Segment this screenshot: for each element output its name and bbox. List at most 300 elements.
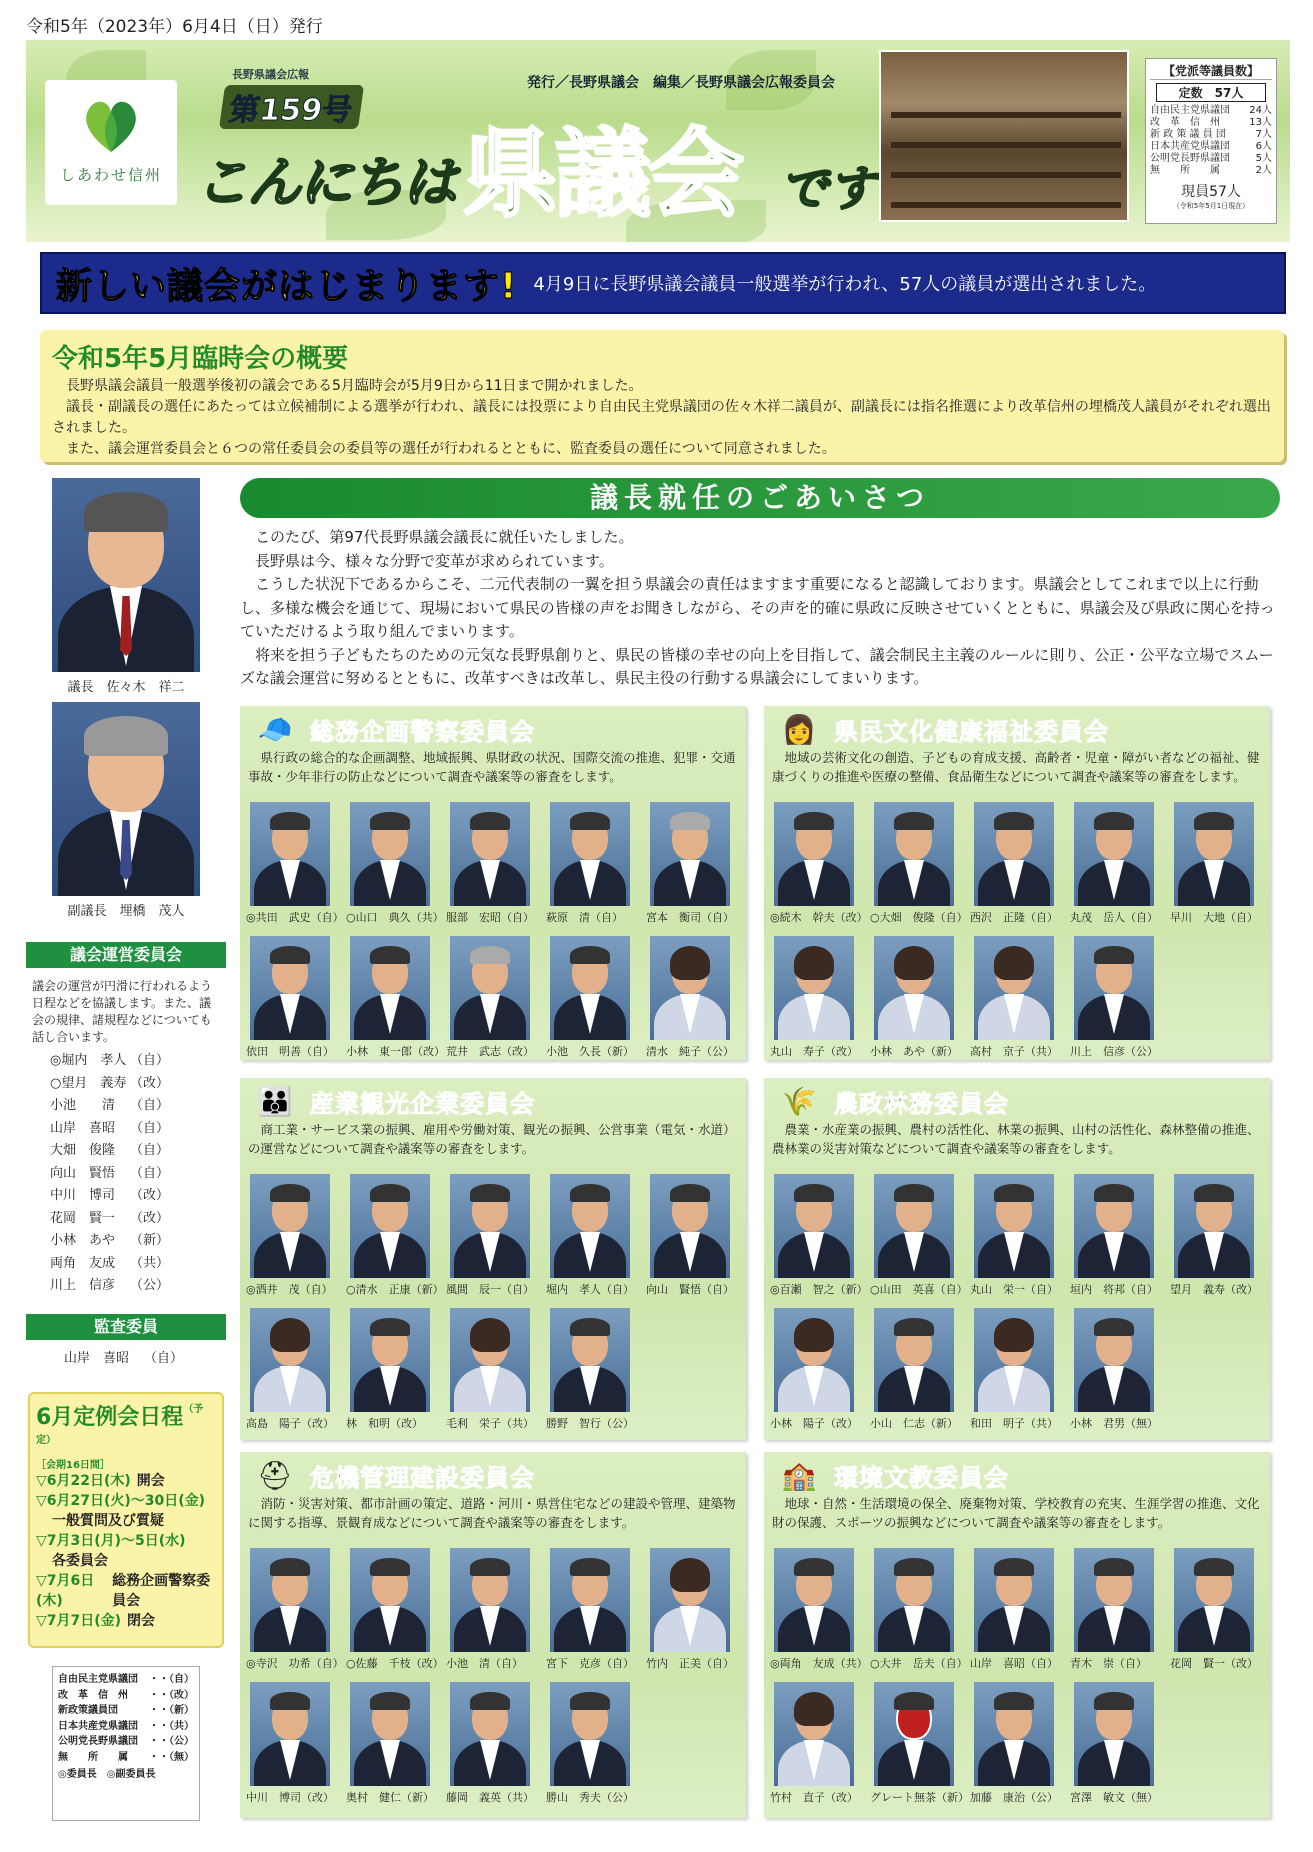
member-photo xyxy=(874,1682,954,1786)
member-name: 和田 明子（共） xyxy=(970,1417,1058,1430)
member-card xyxy=(646,802,742,932)
member-card xyxy=(870,936,966,1060)
committee-box xyxy=(240,1452,746,1818)
legend-row xyxy=(58,1688,194,1704)
member-photo xyxy=(874,802,954,906)
member-name: 服部 宏昭（自） xyxy=(446,911,534,924)
publisher-line: 発行／長野県議会 編集／長野県議会広報委員会 xyxy=(527,75,835,91)
committee-box xyxy=(764,706,1270,1060)
member-name: 依田 明善（自） xyxy=(246,1045,334,1058)
member-party: （自） xyxy=(130,1053,170,1068)
member-photo xyxy=(350,1548,430,1652)
party-name: 日本共産党県議団 xyxy=(1150,141,1230,152)
greeting-title: 議長就任のごあいさつ xyxy=(240,478,1280,518)
member-card xyxy=(546,1682,642,1812)
auditor-title: 監査委員 xyxy=(26,1314,226,1340)
committee-box xyxy=(240,1078,746,1440)
committee-box xyxy=(764,1078,1270,1440)
member-name: 両角 友成 xyxy=(50,1255,116,1271)
member-name: 川上 信彦 xyxy=(50,1278,116,1293)
member-name: 丸山 寿子（改） xyxy=(770,1045,858,1058)
party-name: 無 所 属 xyxy=(1150,165,1220,176)
member-card xyxy=(870,802,966,932)
party-name: 改 革 信 州 xyxy=(1150,117,1220,128)
helmet-icon: ⛑ xyxy=(257,1459,293,1492)
member-card xyxy=(770,802,866,932)
schedule-event: 一般質問及び質疑 xyxy=(52,1513,164,1529)
member-name: 花岡 賢一 xyxy=(50,1210,116,1226)
member-name: 荒井 武志（改） xyxy=(446,1045,534,1058)
member-photo xyxy=(250,1682,330,1786)
member-card xyxy=(446,1308,542,1438)
headline-sub: 4月9日に長野県議会議員一般選挙が行われ、57人の議員が選出されました。 xyxy=(533,274,1157,295)
member-photo xyxy=(874,1548,954,1652)
member-name: 堀内 孝人（自） xyxy=(546,1283,634,1296)
assembly-hall-photo xyxy=(879,50,1129,222)
legend-note: ◎委員長 ◎副委員長 xyxy=(58,1769,156,1780)
member-photo xyxy=(874,1308,954,1412)
member-name: 林 和明（改） xyxy=(346,1417,423,1430)
legend-row xyxy=(58,1703,194,1719)
member-card xyxy=(1070,1548,1166,1678)
member-card xyxy=(246,1308,342,1438)
nurse-icon: 👩 xyxy=(781,713,817,746)
member-photo xyxy=(550,936,630,1040)
party-abbreviation-legend xyxy=(52,1666,200,1821)
member-card xyxy=(346,1174,442,1304)
overview-title: 令和5年5月臨時会の概要 xyxy=(52,344,349,374)
member-card xyxy=(1070,1308,1166,1438)
member-card xyxy=(770,1174,866,1304)
member-card xyxy=(1070,1174,1166,1304)
overview-paragraph: また、議会運営委員会と６つの常任委員会の委員等の選任が行われるとともに、監査委員の選任について同意されました。 xyxy=(66,441,836,457)
vice-chair-photo xyxy=(52,702,200,896)
overview-body xyxy=(52,376,1272,460)
member-name: 宮下 克彦（自） xyxy=(546,1657,634,1670)
member-name: 丸茂 岳人（自） xyxy=(1070,911,1158,924)
member-name: 中川 博司 xyxy=(50,1188,116,1203)
legend-party: 日本共産党県議団 xyxy=(58,1720,138,1732)
member-card xyxy=(870,1174,966,1304)
party-count: 13人 xyxy=(1249,117,1272,128)
member-photo xyxy=(874,936,954,1040)
member-name: 西沢 正隆（自） xyxy=(970,911,1058,924)
schedule-row xyxy=(36,1571,216,1611)
member-photo xyxy=(974,802,1054,906)
school-icon: 🏫 xyxy=(781,1459,817,1492)
rice-icon: 🌾 xyxy=(781,1085,817,1118)
member-photo xyxy=(1174,1174,1254,1278)
committee-desc: 農業・水産業の振興、農村の活性化、林業の振興、山村の活性化、森林整備の推進、農林業の災害対策などについて調査や議案等の審査をします。 xyxy=(772,1122,1260,1156)
member-name: 宮澤 敏文（無） xyxy=(1070,1791,1158,1804)
schedule-date: ▽6月22日(木) xyxy=(36,1473,131,1489)
member-photo xyxy=(974,1682,1054,1786)
member-card xyxy=(546,1174,642,1304)
schedule-date: ▽6月27日(火)〜30日(金) xyxy=(36,1493,206,1509)
greeting-paragraph: こうした状況下であるからこそ、二元代表制の一翼を担う県議会の責任はますます重要になると認識しております。県議会としてこれまで以上に行動し、多様な機会を通じて、現場において県民の皆様の声をお聞きしながら、その声を的確に県政に反映させていくとともに、県議会及び県政に関心を持っていただけるよう取り組んでまいります。 xyxy=(240,575,1275,640)
member-photo xyxy=(550,1548,630,1652)
vice-chair-caption: 副議長 埋橋 茂人 xyxy=(67,904,185,919)
steering-member-list xyxy=(44,1050,214,1298)
member-card xyxy=(446,1548,542,1678)
schedule-date: ▽7月3日(月)〜5日(水) xyxy=(36,1533,186,1549)
schedule-title: 6月定例会日程$^{(予定)}$ xyxy=(36,1404,204,1446)
legend-row xyxy=(58,1719,194,1735)
june-session-schedule xyxy=(28,1392,224,1648)
party-name: 公明党長野県議団 xyxy=(1150,153,1230,164)
party-row xyxy=(1150,105,1272,117)
member-card xyxy=(770,1682,866,1812)
member-card xyxy=(1170,1548,1266,1678)
member-name: 小林 君男（無） xyxy=(1070,1417,1158,1430)
schedule-event: 総務企画警察委員会 xyxy=(112,1573,211,1609)
committee-box xyxy=(240,706,746,1060)
headline-main: 新しい議会がはじまります! xyxy=(56,265,518,307)
member-party: （改） xyxy=(130,1210,170,1226)
member-photo xyxy=(974,936,1054,1040)
member-photo xyxy=(1074,802,1154,906)
schedule-term: ［会期16日間］ xyxy=(36,1460,110,1471)
member-card xyxy=(446,1174,542,1304)
legend-row xyxy=(58,1750,194,1766)
member-photo xyxy=(250,936,330,1040)
member-photo xyxy=(550,1308,630,1412)
member-name: 大畑 俊隆 xyxy=(50,1143,116,1158)
member-photo xyxy=(250,802,330,906)
member-card xyxy=(970,1308,1066,1438)
member-card xyxy=(246,936,342,1060)
committee-title: 産業観光企業委員会 xyxy=(310,1090,535,1118)
member-name: 高村 京子（共） xyxy=(970,1045,1058,1058)
committee-desc: 消防・災害対策、都市計画の策定、道路・河川・県営住宅などの建設や管理、建築物に関する指導、景観育成などについて調査や議案等の審査をします。 xyxy=(248,1496,736,1530)
schedule-event: 各委員会 xyxy=(52,1553,108,1569)
member-card xyxy=(246,1174,342,1304)
police-cap-icon: 🧢 xyxy=(257,713,293,746)
member-card xyxy=(346,1682,442,1812)
member-name: ◎共田 武史（自） xyxy=(246,911,344,924)
legend-abbr: ・・（共） xyxy=(149,1720,194,1732)
member-photo xyxy=(450,1174,530,1278)
shiawase-shinshu-logo xyxy=(45,80,177,205)
greeting-paragraph: このたび、第97代長野県議会議長に就任いたしました。 xyxy=(255,528,634,546)
member-photo xyxy=(974,1308,1054,1412)
member-card xyxy=(1070,936,1166,1060)
member-photo xyxy=(774,1548,854,1652)
auditor-name: 山岸 喜昭 xyxy=(64,1351,130,1366)
legend-abbr: ・・（改） xyxy=(149,1689,194,1701)
member-name: 毛利 栄子（共） xyxy=(446,1417,534,1430)
member-name: 清水 純子（公） xyxy=(646,1045,734,1058)
member-name: 望月 義寿（改） xyxy=(1170,1283,1258,1296)
party-row xyxy=(1150,117,1272,129)
member-photo xyxy=(250,1174,330,1278)
member-name: ○清水 正康（新） xyxy=(346,1283,444,1296)
member-card xyxy=(1170,802,1266,932)
member-card xyxy=(870,1548,966,1678)
member-name: 勝山 秀夫（公） xyxy=(546,1791,634,1804)
member-photo xyxy=(450,802,530,906)
schedule-row xyxy=(36,1611,216,1631)
member-card xyxy=(246,1682,342,1812)
steering-member xyxy=(44,1163,214,1186)
member-name: 竹内 正美（自） xyxy=(646,1657,734,1670)
legend-abbr: ・・（新） xyxy=(149,1705,194,1716)
member-photo xyxy=(650,802,730,906)
member-card xyxy=(546,936,642,1060)
party-count: 6人 xyxy=(1255,141,1272,152)
member-photo xyxy=(774,1308,854,1412)
member-card xyxy=(970,936,1066,1060)
member-card xyxy=(646,1174,742,1304)
member-card xyxy=(1170,1174,1266,1304)
issue-label: 長野県議会広報 xyxy=(232,68,309,81)
member-photo xyxy=(350,1174,430,1278)
member-name: ○望月 義寿 xyxy=(50,1075,127,1091)
member-party: （新） xyxy=(130,1233,170,1248)
member-name: ◎百瀬 智之（新） xyxy=(770,1283,868,1296)
greeting-body xyxy=(240,526,1280,691)
member-photo xyxy=(250,1548,330,1652)
member-name: 竹村 直子（改） xyxy=(770,1791,858,1804)
member-name: 中川 博司（改） xyxy=(246,1791,334,1804)
member-name: 宮本 衡司（自） xyxy=(646,911,734,924)
member-name: 垣内 将邦（自） xyxy=(1070,1283,1158,1296)
party-note: （令和5年5月1日現在） xyxy=(1172,202,1250,210)
family-icon: 👪 xyxy=(257,1085,293,1118)
member-name: 加藤 康治（公） xyxy=(970,1791,1058,1804)
steering-member xyxy=(44,1253,214,1276)
committee-title: 総務企画警察委員会 xyxy=(310,718,535,746)
party-name: 新 政 策 議 員 団 xyxy=(1150,129,1226,140)
member-name: 川上 信彦（公） xyxy=(1070,1045,1158,1058)
legend-abbr: ・・（公） xyxy=(149,1736,194,1747)
member-photo xyxy=(550,1174,630,1278)
member-name: グレート無茶（新） xyxy=(870,1791,969,1804)
member-photo xyxy=(450,936,530,1040)
member-photo xyxy=(350,1308,430,1412)
committee-desc: 地域の芸術文化の創造、子どもの育成支援、高齢者・児童・障がい者などの福祉、健康づくりの推進や医療の整備、食品衛生などについて調査や議案等の審査をします。 xyxy=(772,750,1260,784)
party-quota: 定数 57人 xyxy=(1156,83,1266,102)
member-name: 小池 清 xyxy=(50,1098,116,1113)
legend-row xyxy=(58,1734,194,1750)
steering-member xyxy=(44,1118,214,1141)
member-card xyxy=(770,936,866,1060)
member-name: 向山 賢悟 xyxy=(50,1165,116,1181)
schedule-event: 閉会 xyxy=(127,1613,156,1629)
member-name: 早川 大地（自） xyxy=(1170,911,1258,924)
member-name: 青木 崇（自） xyxy=(1070,1657,1147,1670)
member-party: （共） xyxy=(130,1255,170,1271)
headline-banner xyxy=(40,252,1286,314)
member-card xyxy=(546,1308,642,1438)
member-card xyxy=(346,802,442,932)
member-party: （自） xyxy=(130,1120,170,1136)
steering-committee-desc: 議会の運営が円滑に行われるよう日程などを協議します。また、議会の規律、諸規程などについても話し合います。 xyxy=(32,979,213,1044)
member-party: （改） xyxy=(130,1188,170,1203)
chair-caption: 議長 佐々木 祥二 xyxy=(67,680,185,695)
member-name: 小林 東一郎（改） xyxy=(346,1045,445,1058)
party-name: 自由民主党県議団 xyxy=(1150,105,1230,116)
member-party: （自） xyxy=(130,1165,170,1181)
committee-desc: 商工業・サービス業の振興、雇用や労働対策、観光の振興、公営事業（電気・水道）の運営などについて調査や議案等の審査をします。 xyxy=(248,1122,736,1156)
member-photo xyxy=(650,1174,730,1278)
member-photo xyxy=(774,936,854,1040)
title-desu: です xyxy=(780,161,877,217)
member-name: ○佐藤 千枝（改） xyxy=(346,1657,444,1670)
committee-desc: 県行政の総合的な企画調整、地域振興、県財政の状況、国際交流の推進、犯罪・交通事故・少年非行の防止などについて調査や議案等の審査をします。 xyxy=(248,750,736,784)
member-name: 丸山 栄一（自） xyxy=(970,1283,1058,1296)
member-photo xyxy=(350,1682,430,1786)
member-photo xyxy=(1074,1174,1154,1278)
auditor-member xyxy=(58,1348,184,1371)
member-card xyxy=(870,1308,966,1438)
member-photo xyxy=(774,1682,854,1786)
legend-party: 自由民主党県議団 xyxy=(58,1674,138,1685)
member-name: 向山 賢悟（自） xyxy=(646,1283,734,1296)
legend-party: 無 所 属 xyxy=(58,1751,128,1763)
member-name: ○山口 典久（共） xyxy=(346,911,444,924)
member-photo xyxy=(974,1548,1054,1652)
member-photo xyxy=(1074,936,1154,1040)
member-card xyxy=(970,1548,1066,1678)
title-konnichiwa: こんにちは xyxy=(195,151,455,214)
legend-row xyxy=(58,1672,194,1688)
member-card xyxy=(970,1682,1066,1812)
member-card xyxy=(446,1682,542,1812)
member-photo xyxy=(1074,1682,1154,1786)
committee-title: 農政林務委員会 xyxy=(834,1090,1009,1118)
member-card xyxy=(346,1548,442,1678)
member-photo xyxy=(450,1682,530,1786)
member-card xyxy=(246,802,342,932)
legend-party: 改 革 信 州 xyxy=(58,1689,128,1701)
member-photo xyxy=(774,1174,854,1278)
member-name: ◎堀内 孝人 xyxy=(50,1053,127,1068)
greeting-paragraph: 将来を担う子どもたちのための元気な長野県創りと、県民の皆様の幸せの向上を目指して、議会制民主主義のルールに則り、公正・公平な立場でスムーズな議会運営に努めるとともに、改革すべきは改革し、県民主役の行動する県議会にしてまいります。 xyxy=(240,645,1274,687)
member-photo xyxy=(550,1682,630,1786)
member-card xyxy=(870,1682,969,1812)
member-card xyxy=(546,1548,642,1678)
committee-title: 危機管理建設委員会 xyxy=(310,1464,535,1492)
steering-member xyxy=(44,1208,214,1231)
title-kengikai: 県議会 xyxy=(462,118,741,230)
member-card xyxy=(970,1174,1066,1304)
party-row xyxy=(1150,153,1272,165)
committee-title: 県民文化健康福祉委員会 xyxy=(834,718,1109,746)
member-name: ○山田 英喜（自） xyxy=(870,1283,968,1296)
member-card xyxy=(970,802,1066,932)
party-row xyxy=(1150,129,1272,141)
party-count: 2人 xyxy=(1255,165,1272,176)
committee-title: 環境文教委員会 xyxy=(834,1464,1009,1492)
member-name: ◎続木 幹夫（改） xyxy=(770,911,868,924)
chair-photo xyxy=(52,478,200,672)
member-photo xyxy=(450,1548,530,1652)
legend-party: 新政策議員団 xyxy=(58,1705,118,1716)
schedule-row xyxy=(36,1471,216,1491)
member-name: 奥村 健仁（新） xyxy=(346,1791,434,1804)
steering-member xyxy=(44,1095,214,1118)
member-name: 山岸 喜昭 xyxy=(50,1120,116,1136)
member-photo xyxy=(1174,802,1254,906)
member-name: 山岸 喜昭（自） xyxy=(970,1657,1058,1670)
member-card xyxy=(1070,1682,1166,1812)
greeting-paragraph: 長野県は今、様々な分野で変革が求められています。 xyxy=(255,551,614,570)
steering-member xyxy=(44,1275,214,1298)
member-name: 小林 あや（新） xyxy=(870,1045,958,1058)
member-card xyxy=(346,1308,442,1438)
member-name: ○大井 岳夫（自） xyxy=(870,1657,968,1670)
member-name: 風間 辰一（自） xyxy=(446,1283,534,1296)
overview-paragraph: 長野県議会議員一般選挙後初の議会である5月臨時会が5月9日から11日まで開かれました。 xyxy=(66,378,643,394)
member-name: 勝野 智行（公） xyxy=(546,1417,634,1430)
steering-committee-title: 議会運営委員会 xyxy=(26,942,226,968)
member-card xyxy=(446,802,542,932)
member-photo xyxy=(1074,1308,1154,1412)
member-photo xyxy=(1174,1548,1254,1652)
party-row xyxy=(1150,165,1272,177)
party-count: 7人 xyxy=(1255,129,1272,140)
member-name: ◎両角 友成（共） xyxy=(770,1657,868,1670)
member-party: （公） xyxy=(130,1278,170,1293)
overview-paragraph: 議長・副議長の選任にあたっては立候補制による選挙が行われ、議長には投票により自由民主党県議団の佐々木祥二議員が、副議長には指名推選により改革信州の埋橋茂人議員がそれぞれ選出されました。 xyxy=(52,399,1271,436)
member-card xyxy=(770,1308,866,1438)
member-photo xyxy=(350,802,430,906)
issue-date: 令和5年（2023年）6月4日（日）発行 xyxy=(26,17,323,37)
member-name: ◎寺沢 功希（自） xyxy=(246,1657,344,1670)
member-photo xyxy=(450,1308,530,1412)
member-photo xyxy=(250,1308,330,1412)
member-photo xyxy=(550,802,630,906)
member-name: ◎酒井 茂（自） xyxy=(246,1283,333,1296)
member-name: 小林 あや xyxy=(50,1233,116,1248)
party-row xyxy=(1150,141,1272,153)
party-current: 現員57人 xyxy=(1181,184,1241,200)
logo-text: しあわせ信州 xyxy=(59,166,162,184)
member-card xyxy=(446,936,542,1060)
member-photo xyxy=(1074,1548,1154,1652)
member-card xyxy=(646,936,742,1060)
member-card xyxy=(246,1548,342,1678)
member-party: （改） xyxy=(130,1075,170,1091)
member-card xyxy=(346,936,445,1060)
member-photo xyxy=(774,802,854,906)
auditor-party: （自） xyxy=(144,1351,184,1366)
member-name: 小山 仁志（新） xyxy=(870,1417,958,1430)
committee-box xyxy=(764,1452,1270,1818)
issue-number: 第159号 xyxy=(219,85,364,129)
member-party: （自） xyxy=(130,1143,170,1158)
member-name: ○大畑 俊隆（自） xyxy=(870,911,968,924)
member-photo xyxy=(650,936,730,1040)
steering-member xyxy=(44,1230,214,1253)
member-photo xyxy=(650,1548,730,1652)
schedule-event: 開会 xyxy=(136,1473,165,1489)
member-card xyxy=(646,1548,742,1678)
schedule-date: ▽7月6日(木) xyxy=(36,1573,95,1609)
member-name: 小池 久長（新） xyxy=(546,1045,634,1058)
member-name: 花岡 賢一（改） xyxy=(1170,1657,1258,1670)
heart-leaf-icon xyxy=(81,98,141,154)
member-name: 小林 陽子（改） xyxy=(770,1417,858,1430)
schedule-date: ▽7月7日(金) xyxy=(36,1613,122,1629)
party-count: 24人 xyxy=(1249,105,1272,116)
steering-member xyxy=(44,1140,214,1163)
member-photo xyxy=(350,936,430,1040)
member-photo xyxy=(974,1174,1054,1278)
member-card xyxy=(1070,802,1166,932)
member-name: 高島 陽子（改） xyxy=(246,1417,334,1430)
